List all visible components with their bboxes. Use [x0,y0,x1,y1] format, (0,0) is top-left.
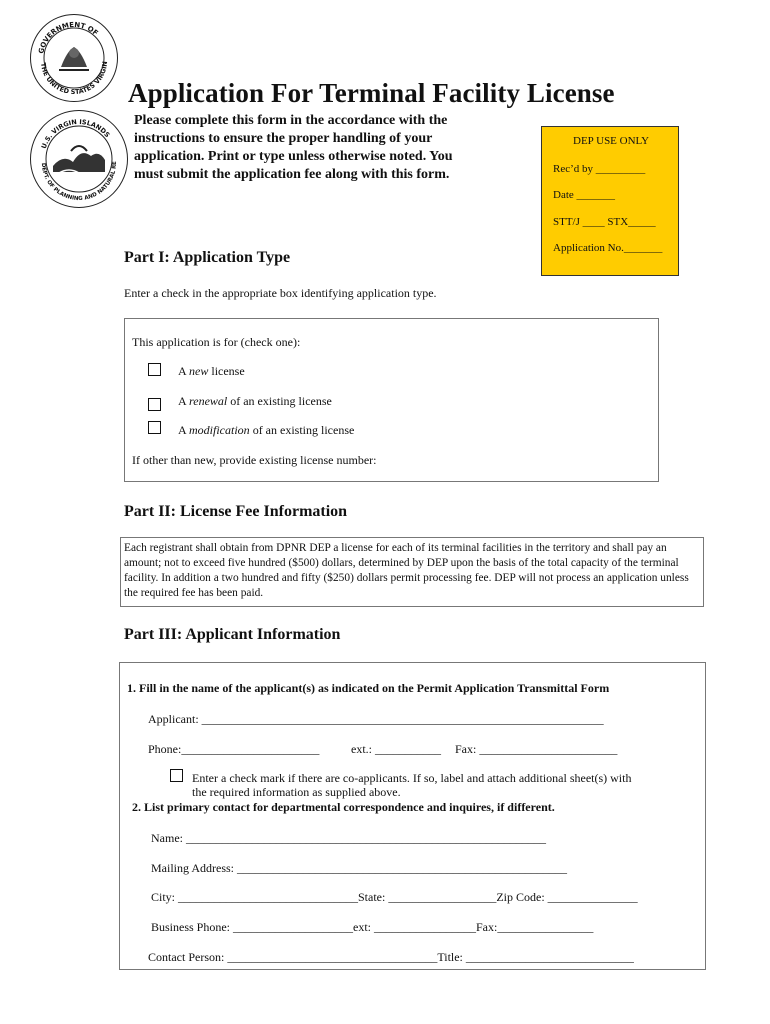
fax-field[interactable]: Fax: _______________________ [455,742,618,756]
contact-person-field[interactable]: Contact Person: ___________________________________Title: ____________________________ [148,950,634,964]
existing-license-number-field[interactable]: If other than new, provide existing license number: [132,453,377,467]
dep-use-only-box [541,126,679,276]
dpnr-seal-icon [31,111,127,207]
application-type-box [124,318,659,482]
dpnr-seal [30,110,128,208]
license-fee-text: Each registrant shall obtain from DPNR DEP a license for each of its terminal facilities in the territory and shall pay an amount; not to exceed five hundred ($500) dollars, determined by DEP upon the basis of the total capacity of the terminal facility. In addition a two hundred and fifty ($250) dollars permit processing fee. DEP will not process an application unless the required fee has been paid. [124,542,689,599]
modification-license-checkbox[interactable] [148,421,161,434]
item1-instruction: 1. Fill in the name of the applicant(s) as indicated on the Permit Application Transmittal Form [127,681,610,695]
svg-text:DEPT. OF PLANNING AND NATURAL: DEPT. OF PLANNING AND NATURAL RE [39,161,119,203]
applicant-field[interactable]: Applicant: ___________________________________________________________________ [148,712,604,726]
mailing-address-field[interactable]: Mailing Address: _______________________________________________________ [151,861,567,875]
item2-instruction: 2. List primary contact for departmental correspondence and inquires, if different. [132,800,555,814]
part3-heading: Part III: Applicant Information [124,626,341,643]
government-seal-icon [31,15,117,101]
part2-heading: Part II: License Fee Information [124,503,348,520]
co-applicants-label-line1: Enter a check mark if there are co-applicants. If so, label and attach additional sheet(s) with [192,771,632,785]
part1-instruction: Enter a check in the appropriate box identifying application type. [124,286,437,300]
new-license-checkbox[interactable] [148,363,161,376]
government-seal [30,14,118,102]
co-applicants-label-line2: the required information as supplied above. [192,785,401,799]
city-state-zip-field[interactable]: City: ______________________________State: __________________Zip Code: _______________ [151,890,638,904]
dep-recd-by[interactable]: Rec’d by _________ [553,163,646,175]
co-applicants-checkbox[interactable] [170,769,183,782]
new-license-label: A new license [178,364,245,378]
license-fee-box [120,537,704,607]
dep-stt-stx[interactable]: STT/J ____ STX_____ [553,216,656,228]
intro-text: Please complete this form in the accordance with the instructions to ensure the proper handling of your application. Print or type unless otherwise noted. You must submit the application fee along with this form. [134,113,453,182]
renewal-license-checkbox[interactable] [148,398,161,411]
applicant-info-box [119,662,706,970]
phone-field[interactable]: Phone:_______________________ [148,742,320,756]
ext-field[interactable]: ext.: ___________ [351,742,441,756]
dep-application-no[interactable]: Application No._______ [553,242,663,254]
svg-text:U.S. VIRGIN ISLANDS: U.S. VIRGIN ISLANDS [39,117,112,150]
dep-date[interactable]: Date _______ [553,189,616,201]
dep-header: DEP USE ONLY [573,135,650,147]
application-type-prompt: This application is for (check one): [132,335,301,349]
page-title: Application For Terminal Facility License [128,78,615,108]
modification-license-label: A modification of an existing license [178,423,355,437]
svg-text:THE UNITED STATES VIRGIN ISLAN: THE UNITED STATES VIRGIN [39,60,110,97]
svg-text:GOVERNMENT OF: GOVERNMENT OF [37,20,100,55]
business-phone-field[interactable]: Business Phone: ____________________ext: _________________Fax:________________ [151,920,594,934]
contact-name-field[interactable]: Name: ____________________________________________________________ [151,831,546,845]
renewal-license-label: A renewal of an existing license [178,394,332,408]
part1-heading: Part I: Application Type [124,249,291,266]
